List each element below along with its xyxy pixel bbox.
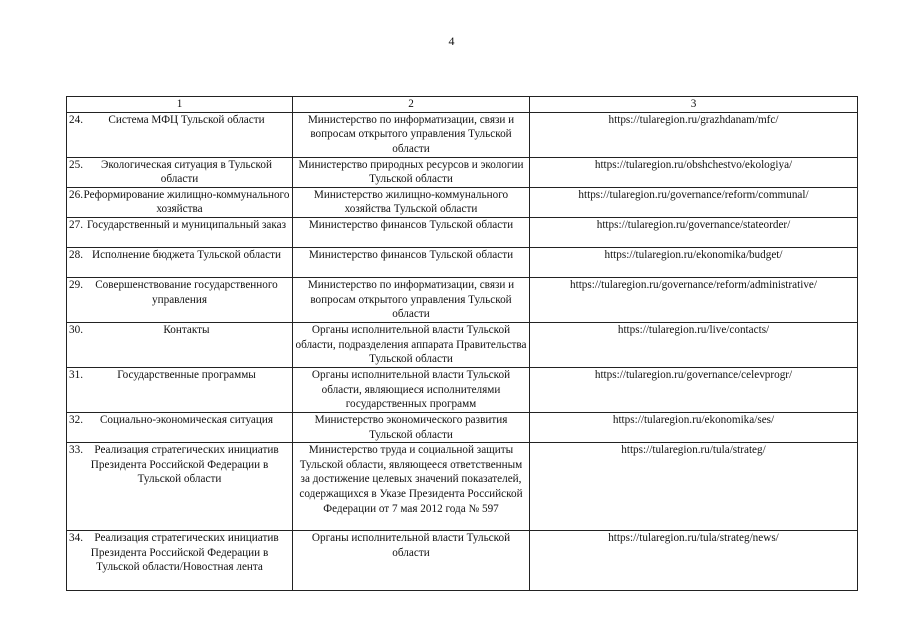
header-col-2: 2 bbox=[293, 97, 530, 113]
row-number: 26. bbox=[69, 188, 83, 201]
row-ministry: Органы исполнительной власти Тульской области bbox=[293, 531, 530, 591]
row-name: Экологическая ситуация в Тульской области bbox=[100, 158, 273, 186]
row-name: Государственные программы bbox=[117, 368, 256, 381]
row-name-cell bbox=[67, 247, 293, 277]
header-col-1: 1 bbox=[67, 97, 293, 113]
row-url-link[interactable]: https://tularegion.ru/live/contacts/ bbox=[530, 322, 858, 367]
header-col-3: 3 bbox=[530, 97, 858, 113]
row-ministry: Министерство труда и социальной защиты Тульской области, являющееся ответственным за достижение целевых значений показателей, содержащихся в Указе Президента Российской Федерации от 7 мая 2012 года № 597 bbox=[293, 443, 530, 531]
row-url-link[interactable]: https://tularegion.ru/ekonomika/budget/ bbox=[530, 247, 858, 277]
table-row bbox=[67, 277, 858, 322]
row-ministry: Министерство финансов Тульской области bbox=[293, 217, 530, 247]
row-name-cell bbox=[67, 443, 293, 531]
row-number: 30. bbox=[69, 323, 83, 336]
table-row bbox=[67, 531, 858, 591]
table-row bbox=[67, 412, 858, 442]
row-name-cell bbox=[67, 412, 293, 442]
row-name: Исполнение бюджета Тульской области bbox=[92, 248, 281, 261]
row-name: Государственный и муниципальный заказ bbox=[86, 218, 287, 231]
row-number: 34. bbox=[69, 532, 83, 545]
row-name: Реформирование жилищно-коммунального хозяйства bbox=[83, 188, 290, 216]
row-name-cell bbox=[67, 187, 293, 217]
row-number: 32. bbox=[69, 413, 83, 426]
row-number: 25. bbox=[69, 158, 83, 171]
row-url-link[interactable]: https://tularegion.ru/ekonomika/ses/ bbox=[530, 412, 858, 442]
table-row bbox=[67, 367, 858, 412]
table-row bbox=[67, 112, 858, 157]
row-ministry: Министерство финансов Тульской области bbox=[293, 247, 530, 277]
row-name-cell bbox=[67, 217, 293, 247]
row-ministry: Министерство по информатизации, связи и вопросам открытого управления Тульской области bbox=[293, 112, 530, 157]
row-name: Социально-экономическая ситуация bbox=[99, 413, 273, 426]
row-number: 29. bbox=[69, 278, 83, 291]
row-name: Система МФЦ Тульской области bbox=[108, 113, 265, 126]
row-ministry: Министерство жилищно-коммунального хозяйства Тульской области bbox=[293, 187, 530, 217]
row-url-link[interactable]: https://tularegion.ru/governance/reform/administrative/ bbox=[530, 277, 858, 322]
page-number: 4 bbox=[448, 34, 455, 48]
row-name-cell bbox=[67, 322, 293, 367]
row-number: 28. bbox=[69, 248, 83, 261]
row-number: 33. bbox=[69, 444, 83, 457]
row-ministry: Министерство по информатизации, связи и вопросам открытого управления Тульской области bbox=[293, 277, 530, 322]
row-name-cell bbox=[67, 112, 293, 157]
table-row bbox=[67, 247, 858, 277]
row-name-cell bbox=[67, 367, 293, 412]
services-table bbox=[66, 96, 858, 591]
row-number: 31. bbox=[69, 368, 83, 381]
row-url-link[interactable]: https://tularegion.ru/obshchestvo/ekologiya/ bbox=[530, 157, 858, 187]
row-number: 24. bbox=[69, 113, 83, 126]
row-url-link[interactable]: https://tularegion.ru/governance/stateorder/ bbox=[530, 217, 858, 247]
table-row bbox=[67, 157, 858, 187]
table-row bbox=[67, 217, 858, 247]
row-url-link[interactable]: https://tularegion.ru/governance/reform/communal/ bbox=[530, 187, 858, 217]
row-ministry: Министерство экономического развития Тульской области bbox=[293, 412, 530, 442]
row-name: Реализация стратегических инициатив Президента Российской Федерации в Тульской области bbox=[90, 444, 279, 486]
row-ministry: Органы исполнительной власти Тульской области, подразделения аппарата Правительства Тульской области bbox=[293, 322, 530, 367]
table-row bbox=[67, 322, 858, 367]
row-url-link[interactable]: https://tularegion.ru/tula/strateg/news/ bbox=[530, 531, 858, 591]
row-name: Контакты bbox=[163, 323, 210, 336]
row-name: Реализация стратегических инициатив Президента Российской Федерации в Тульской области/Новостная лента bbox=[90, 532, 279, 574]
row-number: 27. bbox=[69, 218, 83, 231]
table-row bbox=[67, 187, 858, 217]
row-name: Совершенствование государственного управления bbox=[95, 278, 278, 306]
row-name-cell bbox=[67, 531, 293, 591]
table-header-row bbox=[67, 97, 858, 113]
row-ministry: Органы исполнительной власти Тульской области, являющиеся исполнителями государственных программ bbox=[293, 367, 530, 412]
row-ministry: Министерство природных ресурсов и экологии Тульской области bbox=[293, 157, 530, 187]
row-name-cell bbox=[67, 157, 293, 187]
table-row bbox=[67, 443, 858, 531]
row-name-cell bbox=[67, 277, 293, 322]
row-url-link[interactable]: https://tularegion.ru/tula/strateg/ bbox=[530, 443, 858, 531]
row-url-link[interactable]: https://tularegion.ru/governance/celevprogr/ bbox=[530, 367, 858, 412]
row-url-link[interactable]: https://tularegion.ru/grazhdanam/mfc/ bbox=[530, 112, 858, 157]
